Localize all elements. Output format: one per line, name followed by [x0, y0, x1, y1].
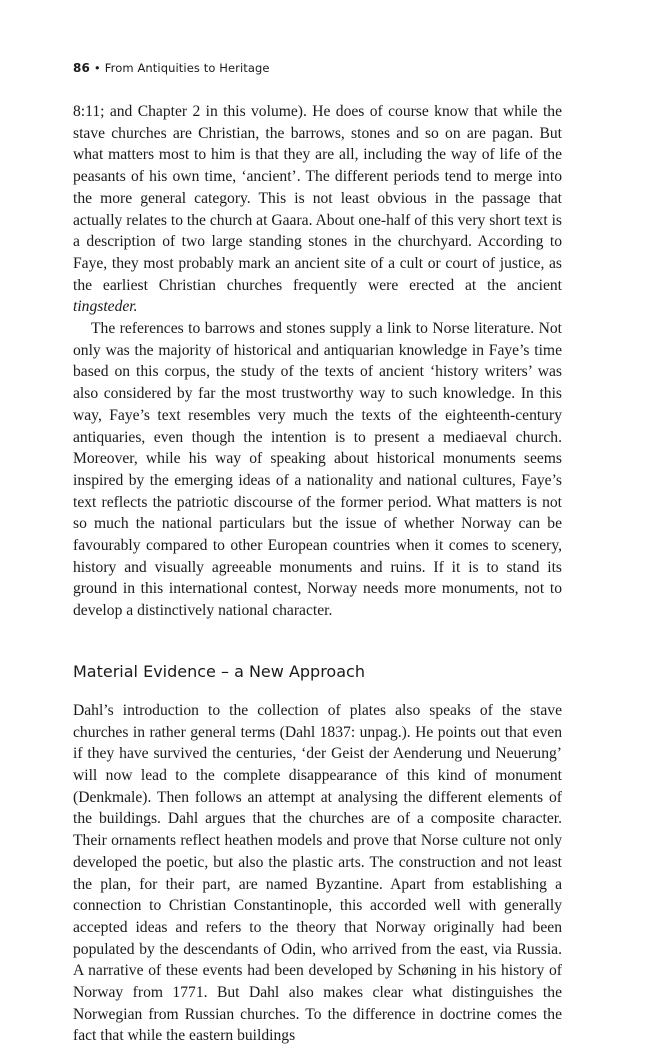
paragraph-3: Dahl’s introduction to the collection of plates also speaks of the stave churches in rather general terms (Dahl 1837: unpag.). He points out that even if they have survived the centuries, ‘der Geist der Aenderung und Neuerung’ will now lead to the complete disappearance of this kind of monument (Denkmale). Then follows an attempt at analysing the different elements of the buildings. Dahl argues that the churches are of a composite character. Their ornaments reflect heathen models and prove that Norse culture not only developed the poetic, but also the plastic arts. The construction and not least the plan, for their part, are named Byzantine. Apart from establishing a connection to Christian Constantinople, this accorded well with generally accepted ideas and refers to the theory that Norway originally had been populated by the descendants of Odin, who arrived from the east, via Russia. A narrative of these events had been developed by Schøning in his history of Norway from 1771. But Dahl also makes clear what distinguishes the Norwegian from Russian churches. To the difference in doctrine comes the fact that while the eastern buildings	[73, 701, 562, 1045]
paragraph-1	[73, 101, 562, 318]
book-title: From Antiquities to Heritage	[104, 61, 270, 75]
section-heading: Material Evidence – a New Approach	[73, 661, 365, 681]
page-body	[73, 101, 562, 1047]
paragraph-2: The references to barrows and stones supply a link to Norse literature. Not only was the majority of historical and antiquarian knowledge in Faye’s time based on this corpus, the study of the texts of ancient ‘history writers’ was also considered by far the most trustworthy way to such knowledge. In this way, Faye’s text resembles very much the texts of the eighteenth-century antiquaries, even though the intention is to present a mediaeval church. Moreover, while his way of speaking about historical monuments seems inspired by the emerging ideas of a nationality and national cultures, Faye’s text reflects the patriotic discourse of the former period. What matters is not so much the national particulars but the issue of whether Norway can be favourably compared to other European countries when it comes to scenery, history and visually agreeable monuments and ruins. If it is to stand its ground in this international contest, Norway needs more monuments, not to develop a distinctively national character.	[73, 320, 562, 620]
bullet-separator: •	[93, 61, 101, 75]
italic-term: tingsteder.	[73, 298, 138, 316]
page-number: 86	[73, 61, 90, 75]
running-head	[73, 61, 270, 75]
paragraph-1-text: 8:11; and Chapter 2 in this volume). He does of course know that while the stave churches are Christian, the barrows, stones and so on are pagan. But what matters most to him is that they are all, including the way of life of the peasants of his own time, ‘ancient’. The different periods tend to merge into the more general category. This is not least obvious in the passage that actually relates to the church at Gaara. About one-half of this very short text is a description of two large standing stones in the churchyard. According to Faye, they most probably mark an ancient site of a cult or court of justice, as the earliest Christian churches frequently were erected at the ancient	[73, 103, 562, 294]
